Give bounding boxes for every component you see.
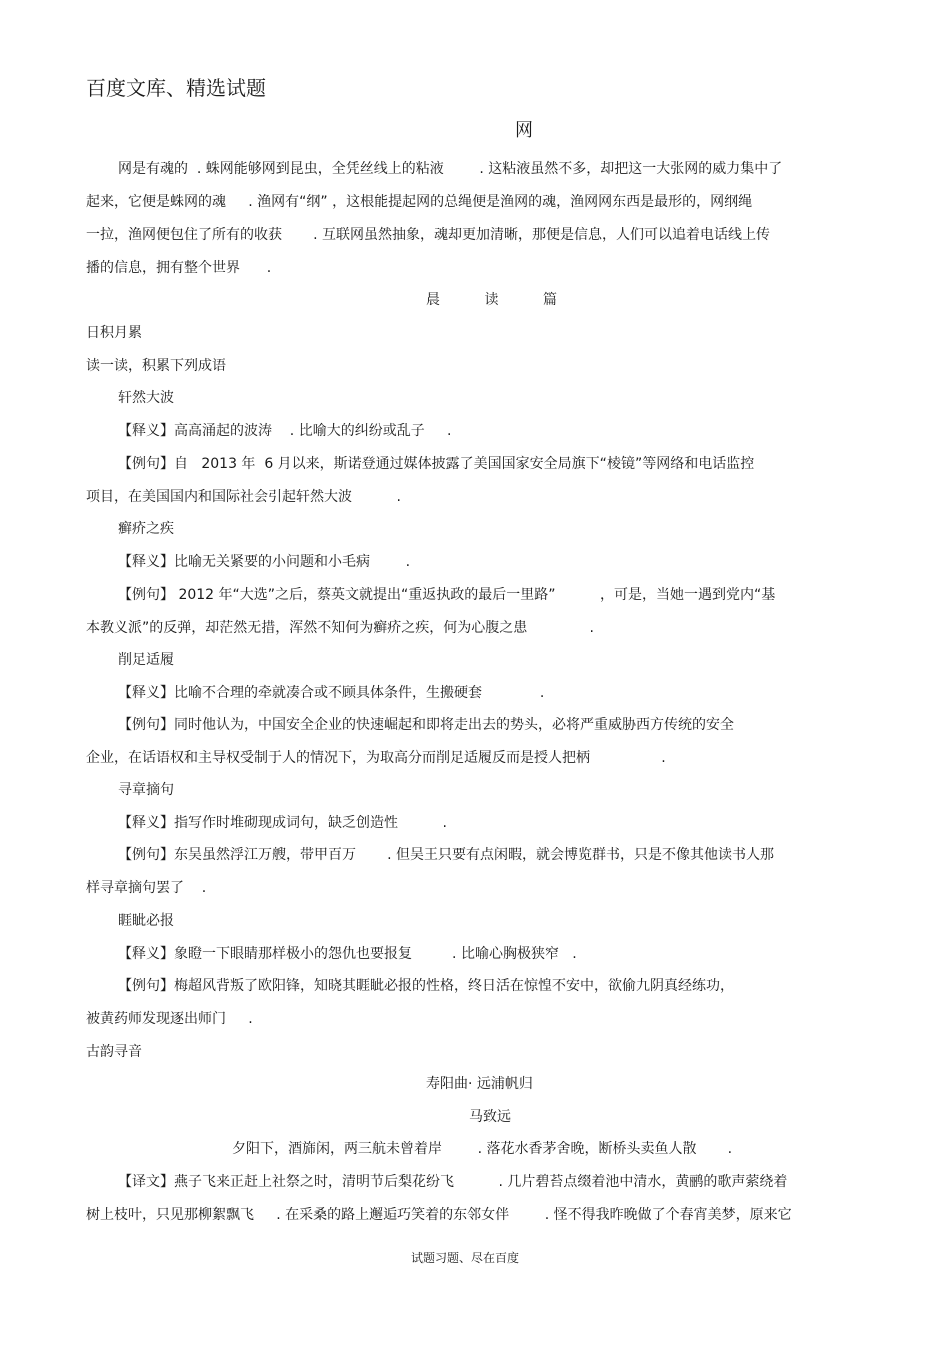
idiom-name: 癣疥之疾 xyxy=(118,521,174,537)
idiom-example-cont: 本教义派”的反弹，却茫然无措，浑然不知何为癣疥之疾，何为心腹之患 . xyxy=(86,620,595,636)
idiom-name: 轩然大波 xyxy=(118,390,174,406)
idiom-example: 【例句】自 2013 年 6 月以来，斯诺登通过媒体披露了美国国家安全局旗下“棱镜”等网络和电话监控 xyxy=(118,456,755,472)
section-title: 晨 读 篇 xyxy=(426,292,558,308)
translation-line-2: 树上枝叶，只见那柳絮飘飞 . 在采桑的路上邂逅巧笑着的东邻女伴 . 怪不得我昨晚做了个春宵美梦，原来它 xyxy=(86,1207,792,1223)
idiom-definition: 【释义】高高涌起的波涛 . 比喻大的纠纷或乱子 . xyxy=(118,423,452,439)
idiom-example-cont: 样寻章摘句罢了 . xyxy=(86,880,207,896)
idiom-definition: 【释义】比喻不合理的牵就凑合或不顾具体条件，生搬硬套 . xyxy=(118,685,545,701)
idiom-example-cont: 项目，在美国国内和国际社会引起轩然大波 . xyxy=(86,489,401,505)
subheading-instruction: 读一读，积累下列成语 xyxy=(86,358,226,374)
idiom-example: 【例句】东吴虽然浮江万艘，带甲百万 . 但吴王只要有点闲暇，就会博览群书，只是不像其他读书人那 xyxy=(118,847,775,863)
idiom-definition: 【释义】比喻无关紧要的小问题和小毛病 . xyxy=(118,554,411,570)
article-title: 网 xyxy=(515,120,533,141)
idiom-name: 睚眦必报 xyxy=(118,913,174,929)
idiom-definition: 【释义】象瞪一下眼睛那样极小的怨仇也要报复 . 比喻心胸极狭窄 . xyxy=(118,946,577,962)
idiom-name: 削足适履 xyxy=(118,652,174,668)
idiom-example: 【例句】 2012 年“大选”之后，蔡英文就提出“重返执政的最后一里路” ，可是，当她一遇到党内“基 xyxy=(118,587,776,603)
idiom-example: 【例句】梅超风背叛了欧阳锋，知晓其睚眦必报的性格，终日活在惊惶不安中，欲偷九阴真经练功， xyxy=(118,978,734,994)
intro-line-4: 播的信息，拥有整个世界 . xyxy=(86,260,272,276)
idiom-example: 【例句】同时他认为，中国安全企业的快速崛起和即将走出去的势头，必将严重威胁西方传统的安全 xyxy=(118,717,734,733)
subheading-rijiyuelei: 日积月累 xyxy=(86,325,142,341)
intro-line-2: 起来，它便是蛛网的魂 . 渔网有“纲” ，这根能提起网的总绳便是渔网的魂，渔网网东西是最形的，网纲绳 xyxy=(86,194,753,210)
intro-line-1: 网是有魂的 . 蛛网能够网到昆虫，全凭丝线上的粘液 . 这粘液虽然不多，却把这一大张网的威力集中了 xyxy=(118,161,783,177)
idiom-definition: 【释义】指写作时堆砌现成词句，缺乏创造性 . xyxy=(118,815,447,831)
poem-title: 寿阳曲· 远浦帆归 xyxy=(426,1076,533,1092)
idiom-example-cont: 被黄药师发现逐出师门 . xyxy=(86,1011,253,1027)
intro-line-3: 一拉，渔网便包住了所有的收获 . 互联网虽然抽象，魂却更加清晰，那便是信息，人们可以追着电话线上传 xyxy=(86,227,771,243)
translation-line-1: 【译文】燕子飞来正赶上社祭之时，清明节后梨花纷飞 . 几片碧苔点缀着池中清水，黄鹂的歌声萦绕着 xyxy=(118,1174,788,1190)
doc-header: 百度文库、精选试题 xyxy=(86,76,266,100)
idiom-example-cont: 企业，在话语权和主导权受制于人的情况下，为取高分而削足适履反而是授人把柄 . xyxy=(86,750,666,766)
page-footer: 试题习题、尽在百度 xyxy=(411,1251,520,1265)
poem-author: 马致远 xyxy=(469,1109,511,1125)
idiom-name: 寻章摘句 xyxy=(118,782,174,798)
subheading-guyunxunyin: 古韵寻音 xyxy=(86,1044,142,1060)
poem-lines: 夕阳下，酒旆闲，两三航未曾着岸 . 落花水香茅舍晚，断桥头卖鱼人散 . xyxy=(232,1141,733,1157)
